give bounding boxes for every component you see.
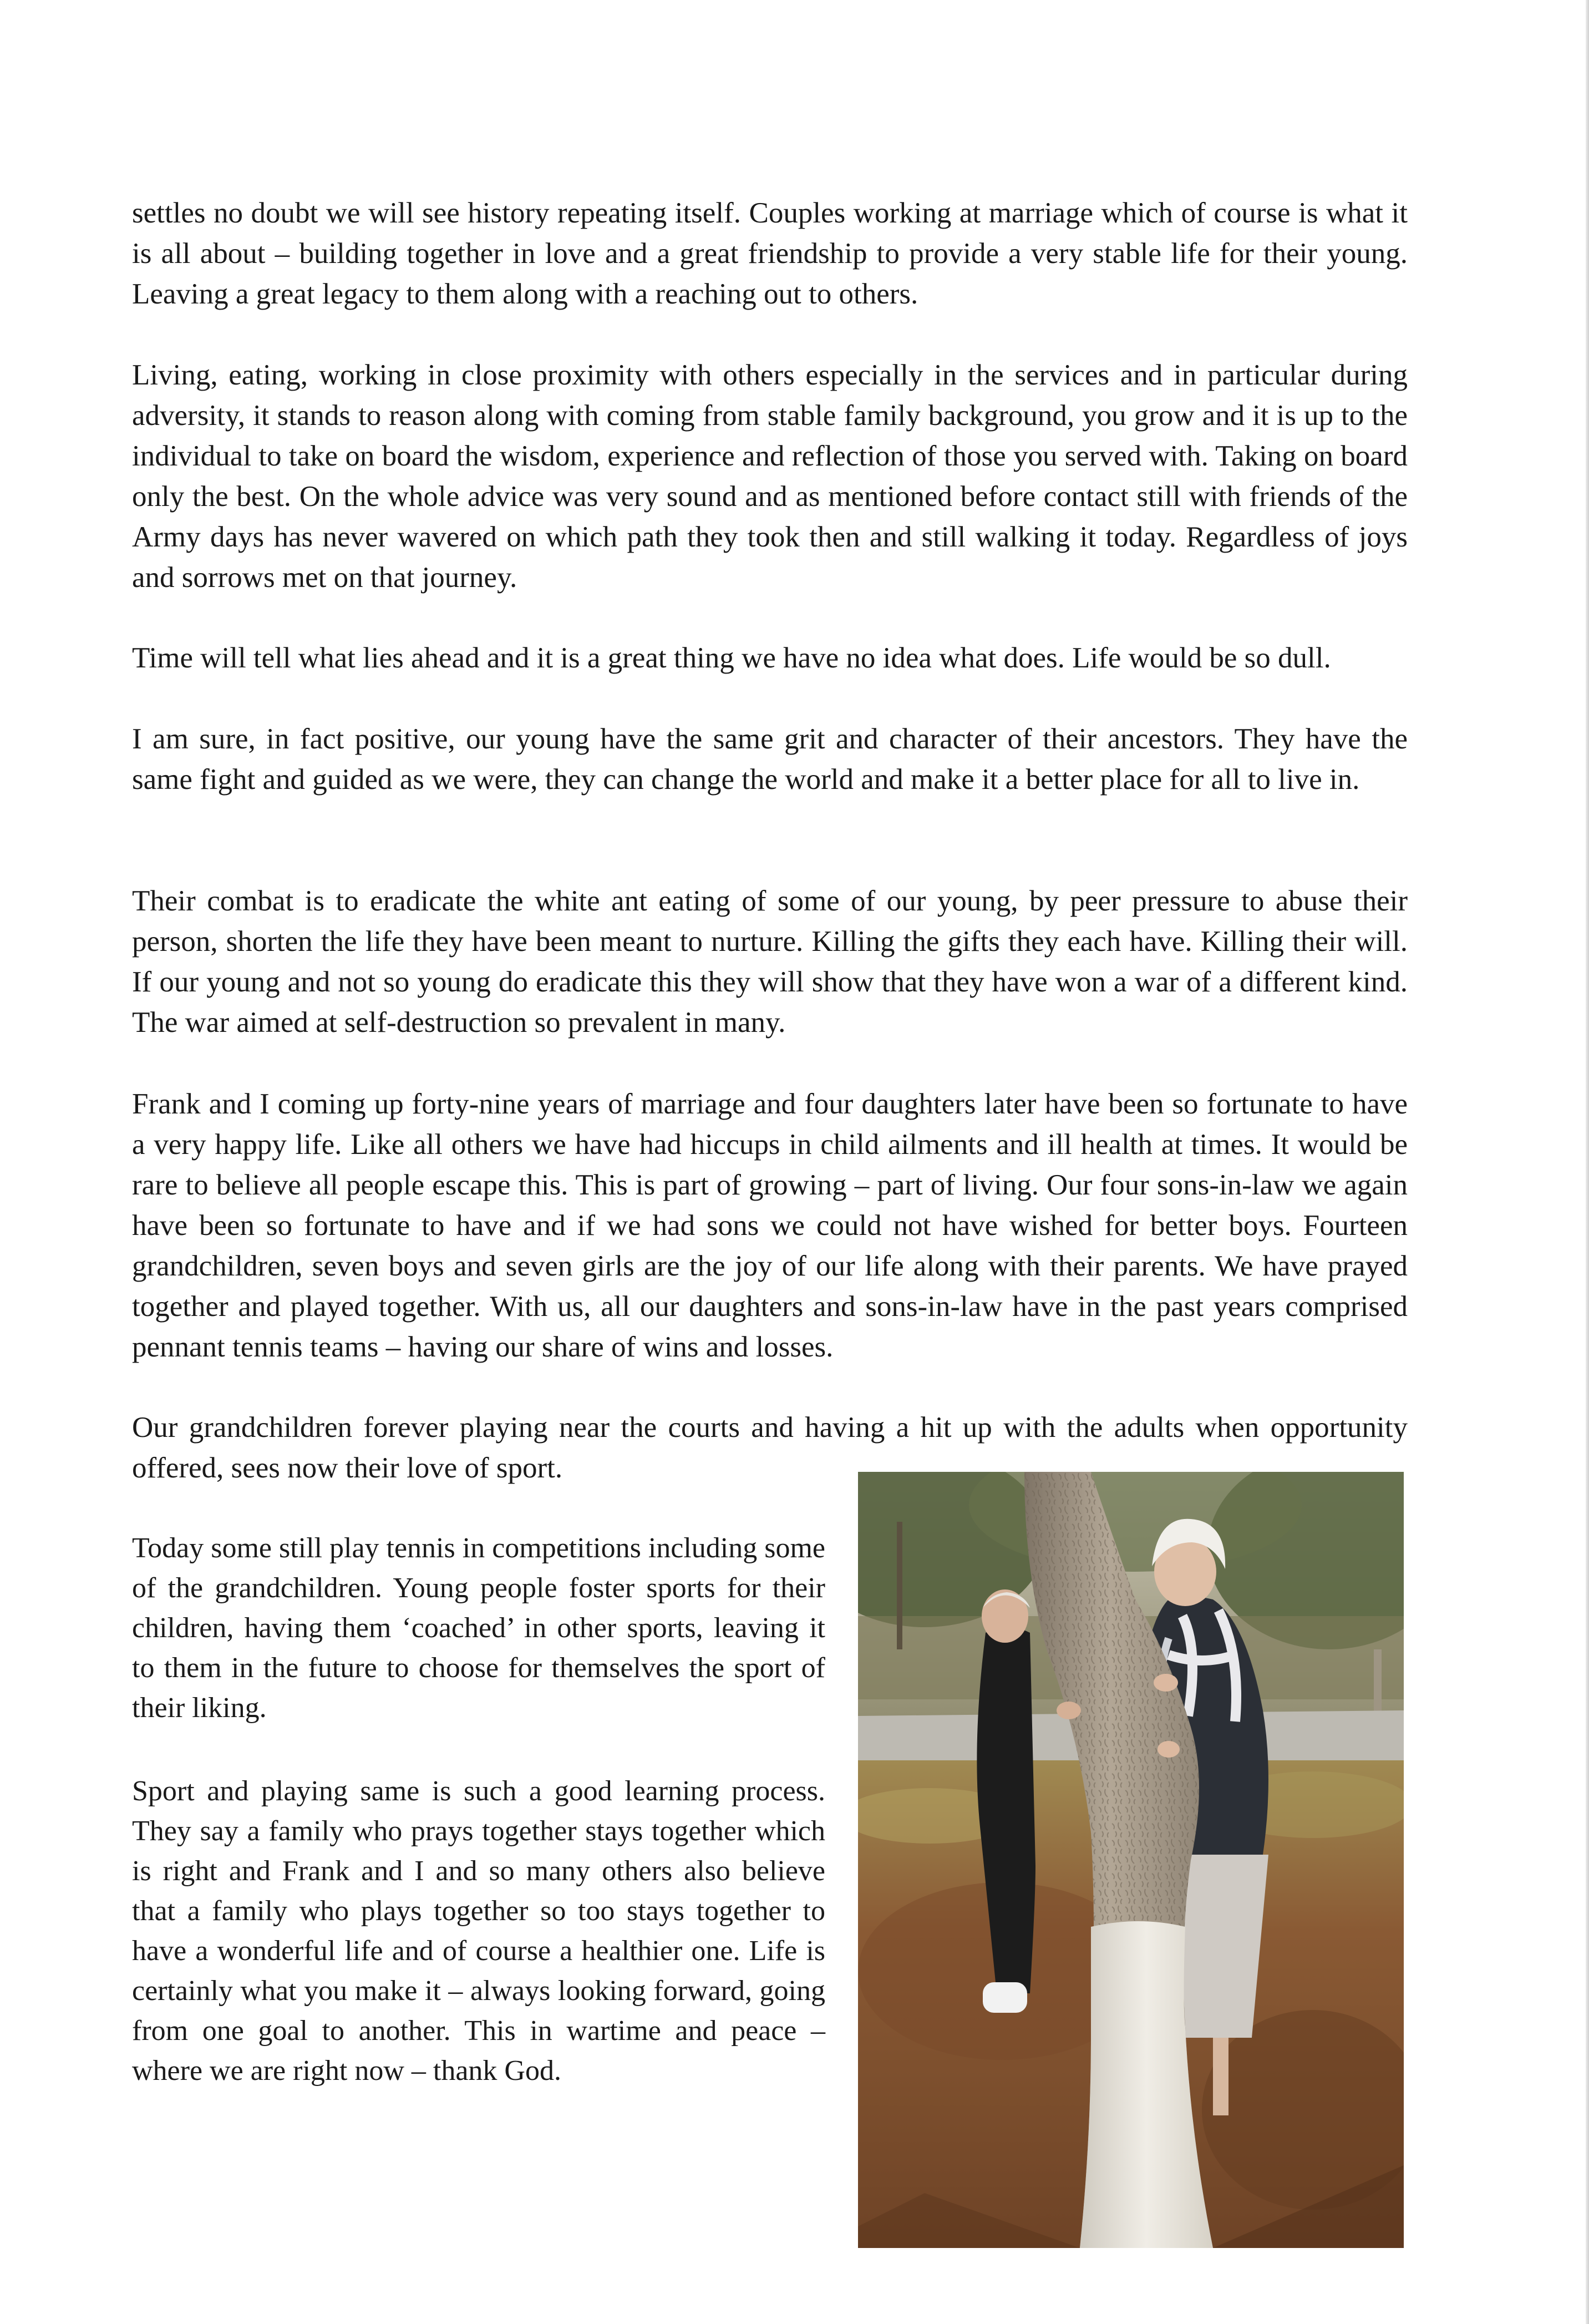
paragraph-time: Time will tell what lies ahead and it is a great thing we have no idea what does. Life would be so dull.	[132, 642, 1331, 674]
paragraph-frank-and-i: Frank and I coming up forty-nine years of marriage and four daughters later have been so fortunate to have a very happy life. Like all others we have had hiccups in child ailments and ill health at times. It would be rare to believe all people escape this. This is part of growing – part of living. Our four sons-in-law we again have been so fortunate to have and if we had sons we could not have wished for better boys. Fourteen grandchildren, seven boys and seven girls are the joy of our life along with their parents. We have prayed together and played together. With us, all our daughters and sons-in-law have in the past years comprised pennant tennis teams – having our share of wins and losses.	[132, 1088, 1408, 1363]
paragraph-grandchildren: Our grandchildren forever playing near the courts and having a hit up with the adults when opportunity offered, sees now their love of sport.	[132, 1411, 1408, 1484]
paragraph-young: I am sure, in fact positive, our young have the same grit and character of their ancestors. They have the same fight and guided as we were, they can change the world and make it a better place for all to live in.	[132, 723, 1408, 796]
paragraph-tennis: Today some still play tennis in competitions including some of the grandchildren. Young people foster sports for their children, having them ‘coached’ in other sports, leaving it to them in the future to choose for themselves the sport of their liking.	[132, 1532, 826, 1724]
paragraph-sport: Sport and playing same is such a good learning process. They say a family who prays together stays together which is right and Frank and I and so many others also believe that a family who plays together so too stays together to have a wonderful life and of course a healthier one. Life is certainly what you make it – always looking forward, going from one goal to another. This in wartime and peace – where we are right now – thank God.	[132, 1775, 825, 2087]
paragraph-services: Living, eating, working in close proximity with others especially in the services and in particular during adversity, it stands to reason along with coming from stable family background, you grow and it is up to the individual to take on board the wisdom, experience and reflection of those you served with. Taking on board only the best. On the whole advice was very sound and as mentioned before contact still with friends of the Army days has never wavered on which path they took then and still walking it today. Regardless of joys and sorrows met on that journey.	[132, 359, 1408, 594]
page-edge	[1586, 0, 1589, 2324]
couple-behind-tree-photo	[858, 1472, 1404, 2248]
photo-illustration	[858, 1472, 1404, 2248]
paragraph-history: settles no doubt we will see history repeating itself. Couples working at marriage which of course is what it is all about – building together in love and a great friendship to provide a very stable life for their young. Leaving a great legacy to them along with a reaching out to others.	[132, 197, 1408, 310]
paragraph-combat: Their combat is to eradicate the white ant eating of some of our young, by peer pressure to abuse their person, shorten the life they have been meant to nurture. Killing the gifts they each have. Killing their will. If our young and not so young do eradicate this they will show that they have won a war of a different kind. The war aimed at self-destruction so prevalent in many.	[132, 885, 1408, 1039]
